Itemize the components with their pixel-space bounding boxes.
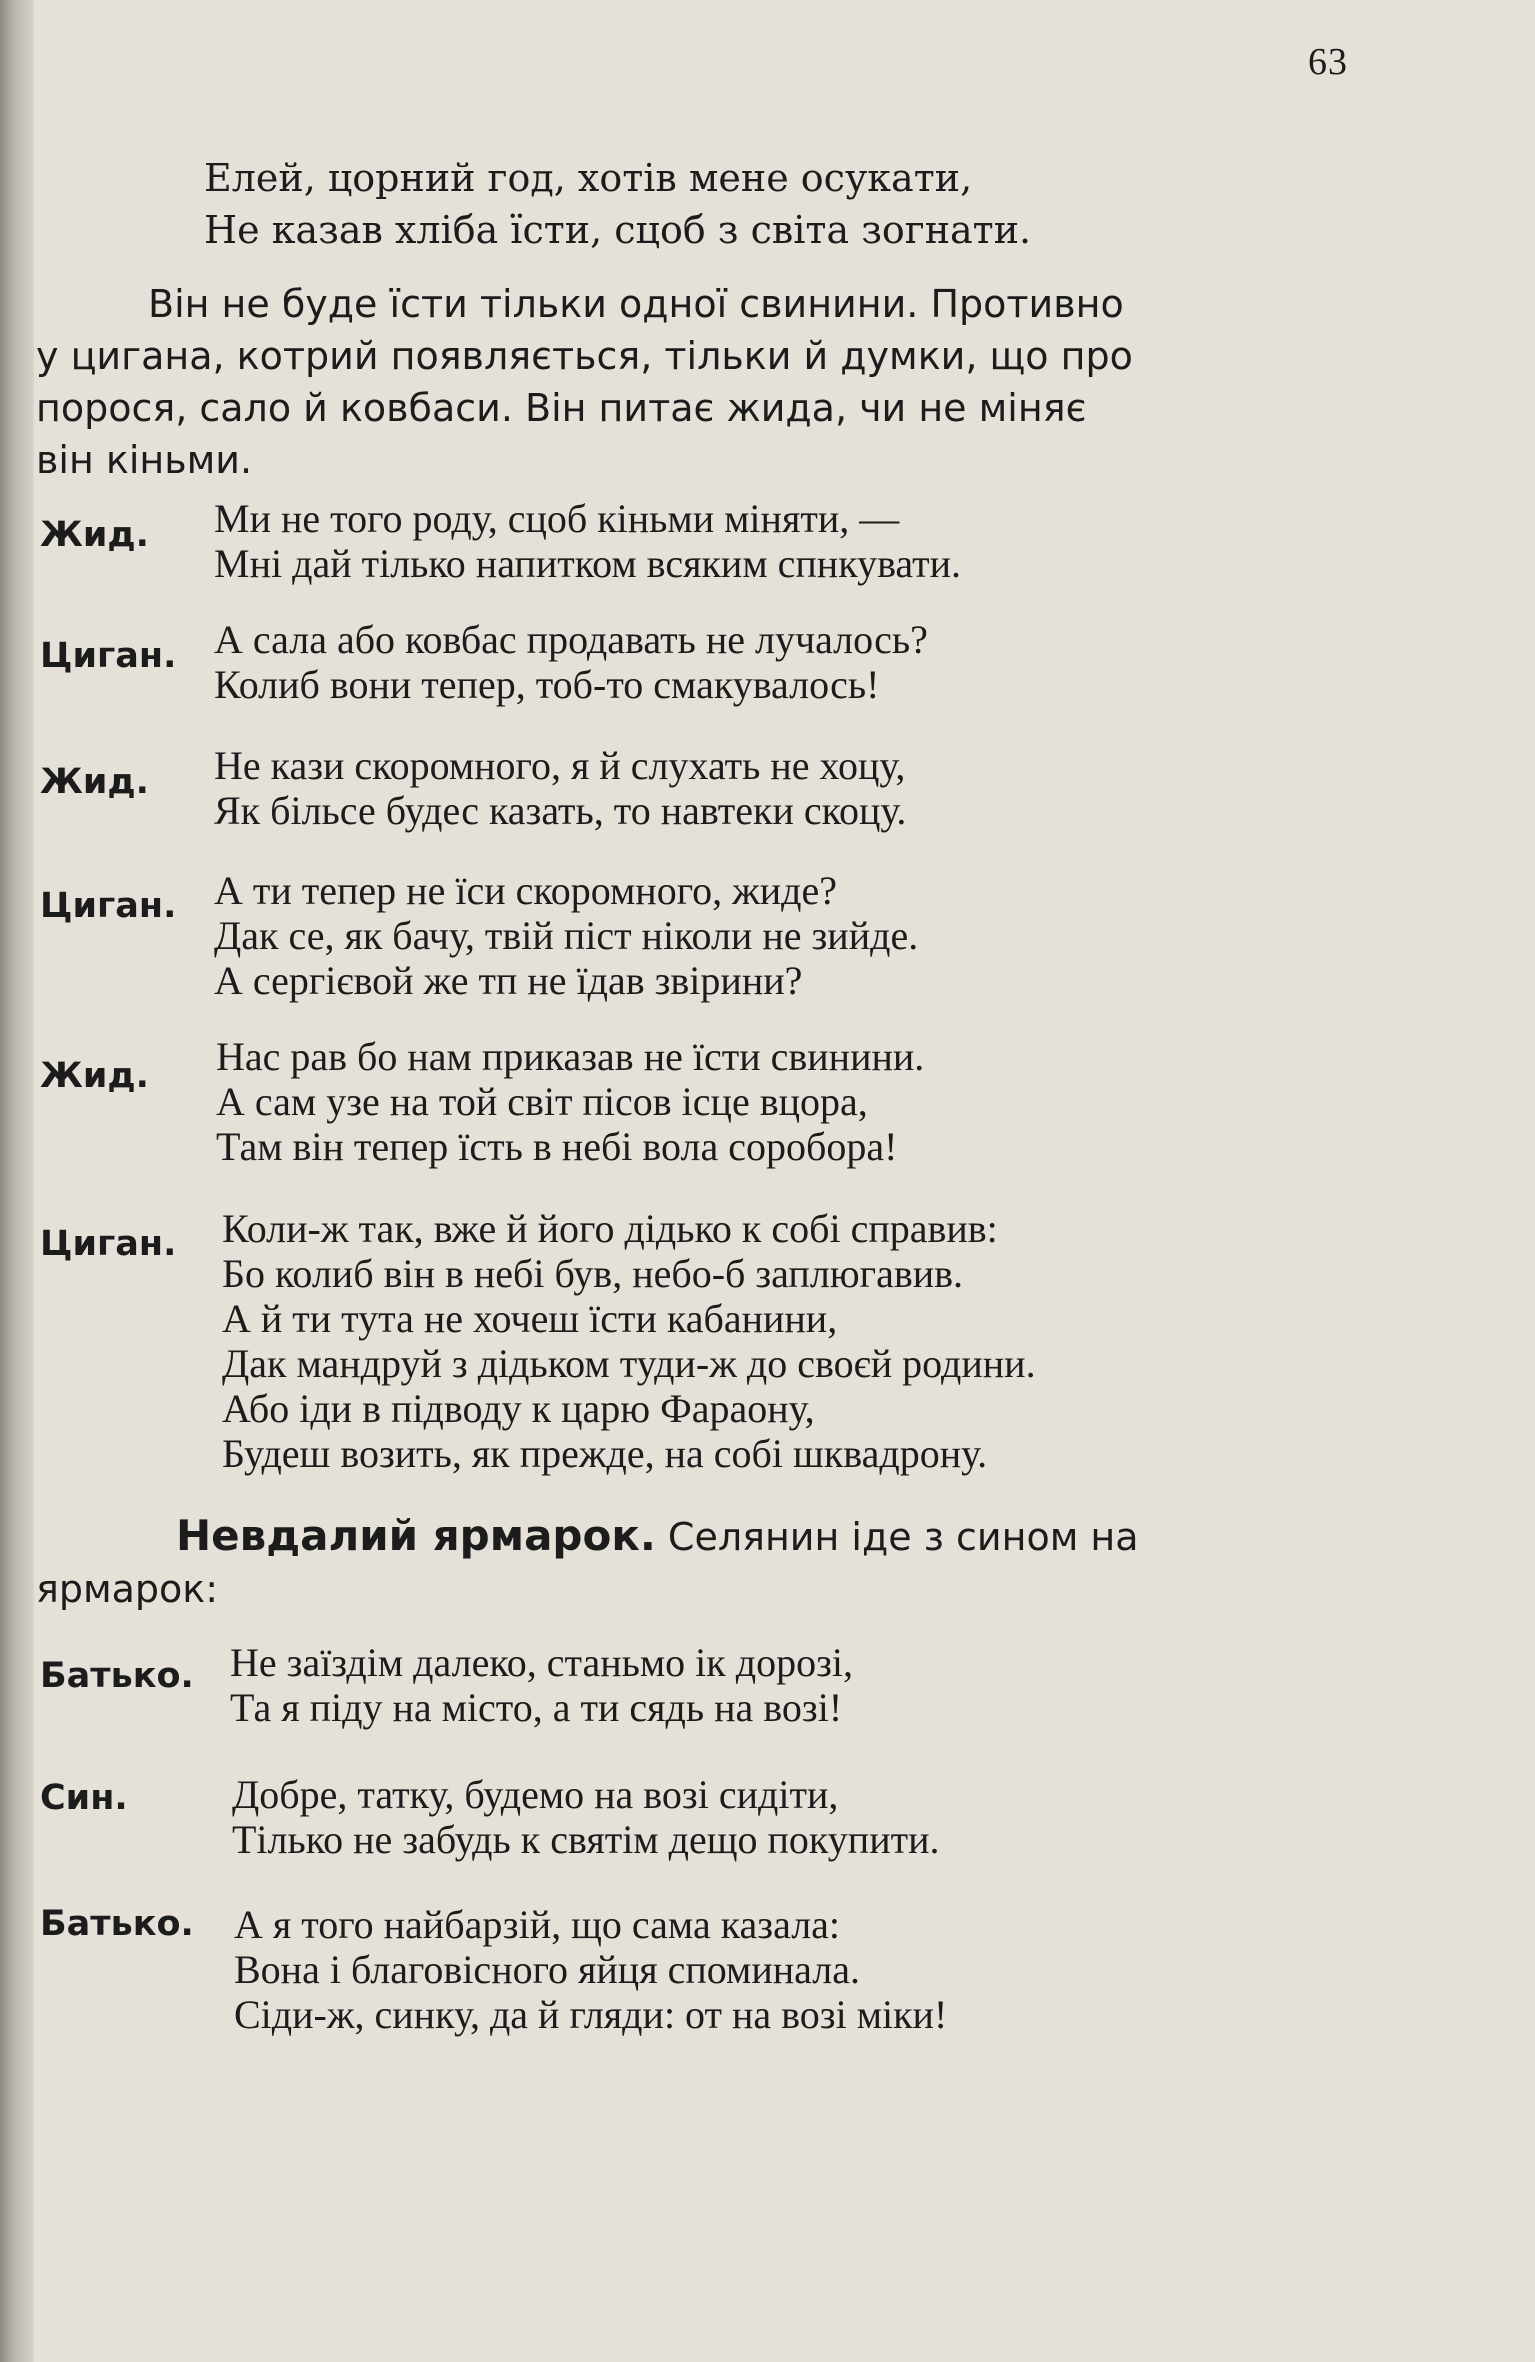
speech-line: Там він тепер їсть в небі вола соробора!: [216, 1124, 898, 1169]
speaker-label: Циган.: [40, 636, 177, 676]
speech-line: А я того найбарзій, що сама казала:: [234, 1902, 841, 1947]
speech-line: Або іди в підводу к царю Фараону,: [222, 1386, 815, 1431]
speech-line: Не кази скоромного, я й слухать не хоцу,: [214, 743, 906, 788]
section-title: Невдалий ярмарок.: [176, 1511, 656, 1560]
speaker-label: Жид.: [40, 762, 149, 802]
speaker-label: Батько.: [40, 1656, 194, 1696]
speech-line: Бо колиб він в небі був, небо-б заплюгавив.: [222, 1251, 963, 1296]
speech-line: Не заїздім далеко, станьмо ік дорозі,: [230, 1640, 853, 1685]
speech-line: А сам узе на той світ пісов ісце вцора,: [216, 1079, 868, 1124]
speech-block: [222, 1206, 1036, 1476]
paragraph-line: у цигана, котрий появляється, тільки й думки, що про: [36, 334, 1133, 378]
speech-line: Ми не того роду, сцоб кіньми міняти, —: [214, 496, 900, 541]
speech-line: Нас рав бо нам приказав не їсти свинини.: [216, 1034, 925, 1079]
speaker-label: Циган.: [40, 1224, 177, 1264]
speaker-label: Жид.: [40, 515, 149, 555]
section-intro-line: Невдалий ярмарок. Селянин іде з сином на: [176, 1511, 1139, 1560]
speech-line: Мні дай тілько напитком всяким спнкувати.: [214, 541, 962, 586]
speech-block: [214, 617, 928, 707]
paragraph: [36, 278, 1376, 486]
speech-line: Як більсе будес казать, то навтеки скоцу.: [214, 788, 907, 833]
intro-verse-line: Елей, цорний год, хотів мене осукати,: [204, 156, 973, 200]
speech-block: [214, 743, 906, 833]
speech-line: Дак се, як бачу, твій піст ніколи не зийде.: [214, 913, 919, 958]
speaker-label: Батько.: [40, 1904, 194, 1944]
speech-line: Сіди-ж, синку, да й гляди: от на возі міки!: [234, 1992, 948, 2037]
speech-line: А й ти тута не хочеш їсти кабанини,: [222, 1296, 838, 1341]
speech-block: [232, 1772, 940, 1862]
speech-line: Будеш возить, як прежде, на собі шквадрону.: [222, 1431, 988, 1476]
speech-line: А сергієвой же тп не їдав звірини?: [214, 958, 803, 1003]
paragraph-line: він кіньми.: [36, 438, 253, 482]
speech-line: А ти тепер не їси скоромного, жиде?: [214, 868, 838, 913]
speech-line: Коли-ж так, вже й його дідько к собі справив:: [222, 1206, 998, 1251]
speech-line: Дак мандруй з дідьком туди-ж до своєй родини.: [222, 1341, 1036, 1386]
speech-block: [234, 1902, 947, 2037]
speech-block: [214, 868, 918, 1003]
paragraph-line: порося, сало й ковбаси. Він питає жида, чи не міняє: [36, 386, 1087, 430]
speech-block: [216, 1034, 924, 1169]
speech-line: Вона і благовісного яйця споминала.: [234, 1947, 860, 1992]
speaker-label: Жид.: [40, 1056, 149, 1096]
page-number: 63: [1308, 41, 1348, 83]
speech-block: [214, 496, 961, 586]
speech-block: [230, 1640, 853, 1730]
speech-line: Тілько не забудь к святім дещо покупити.: [232, 1817, 940, 1862]
section-intro-line: ярмарок:: [36, 1567, 219, 1611]
section-intro: [36, 1510, 1376, 1615]
speech-line: А сала або ковбас продавать не лучалось?: [214, 617, 928, 662]
intro-verse-line: Не казав хліба їсти, сцоб з світа зогнати.: [204, 208, 1032, 252]
page-binding-edge: [0, 0, 34, 2362]
speech-line: Та я піду на місто, а ти сядь на возі!: [230, 1685, 843, 1730]
speaker-label: Циган.: [40, 886, 177, 926]
paragraph-line: Він не буде їсти тільки одної свинини. Противно: [148, 282, 1124, 326]
speaker-label: Син.: [40, 1778, 128, 1818]
speech-line: Колиб вони тепер, тоб-то смакувалось!: [214, 662, 880, 707]
speech-line: Добре, татку, будемо на возі сидіти,: [232, 1772, 839, 1817]
